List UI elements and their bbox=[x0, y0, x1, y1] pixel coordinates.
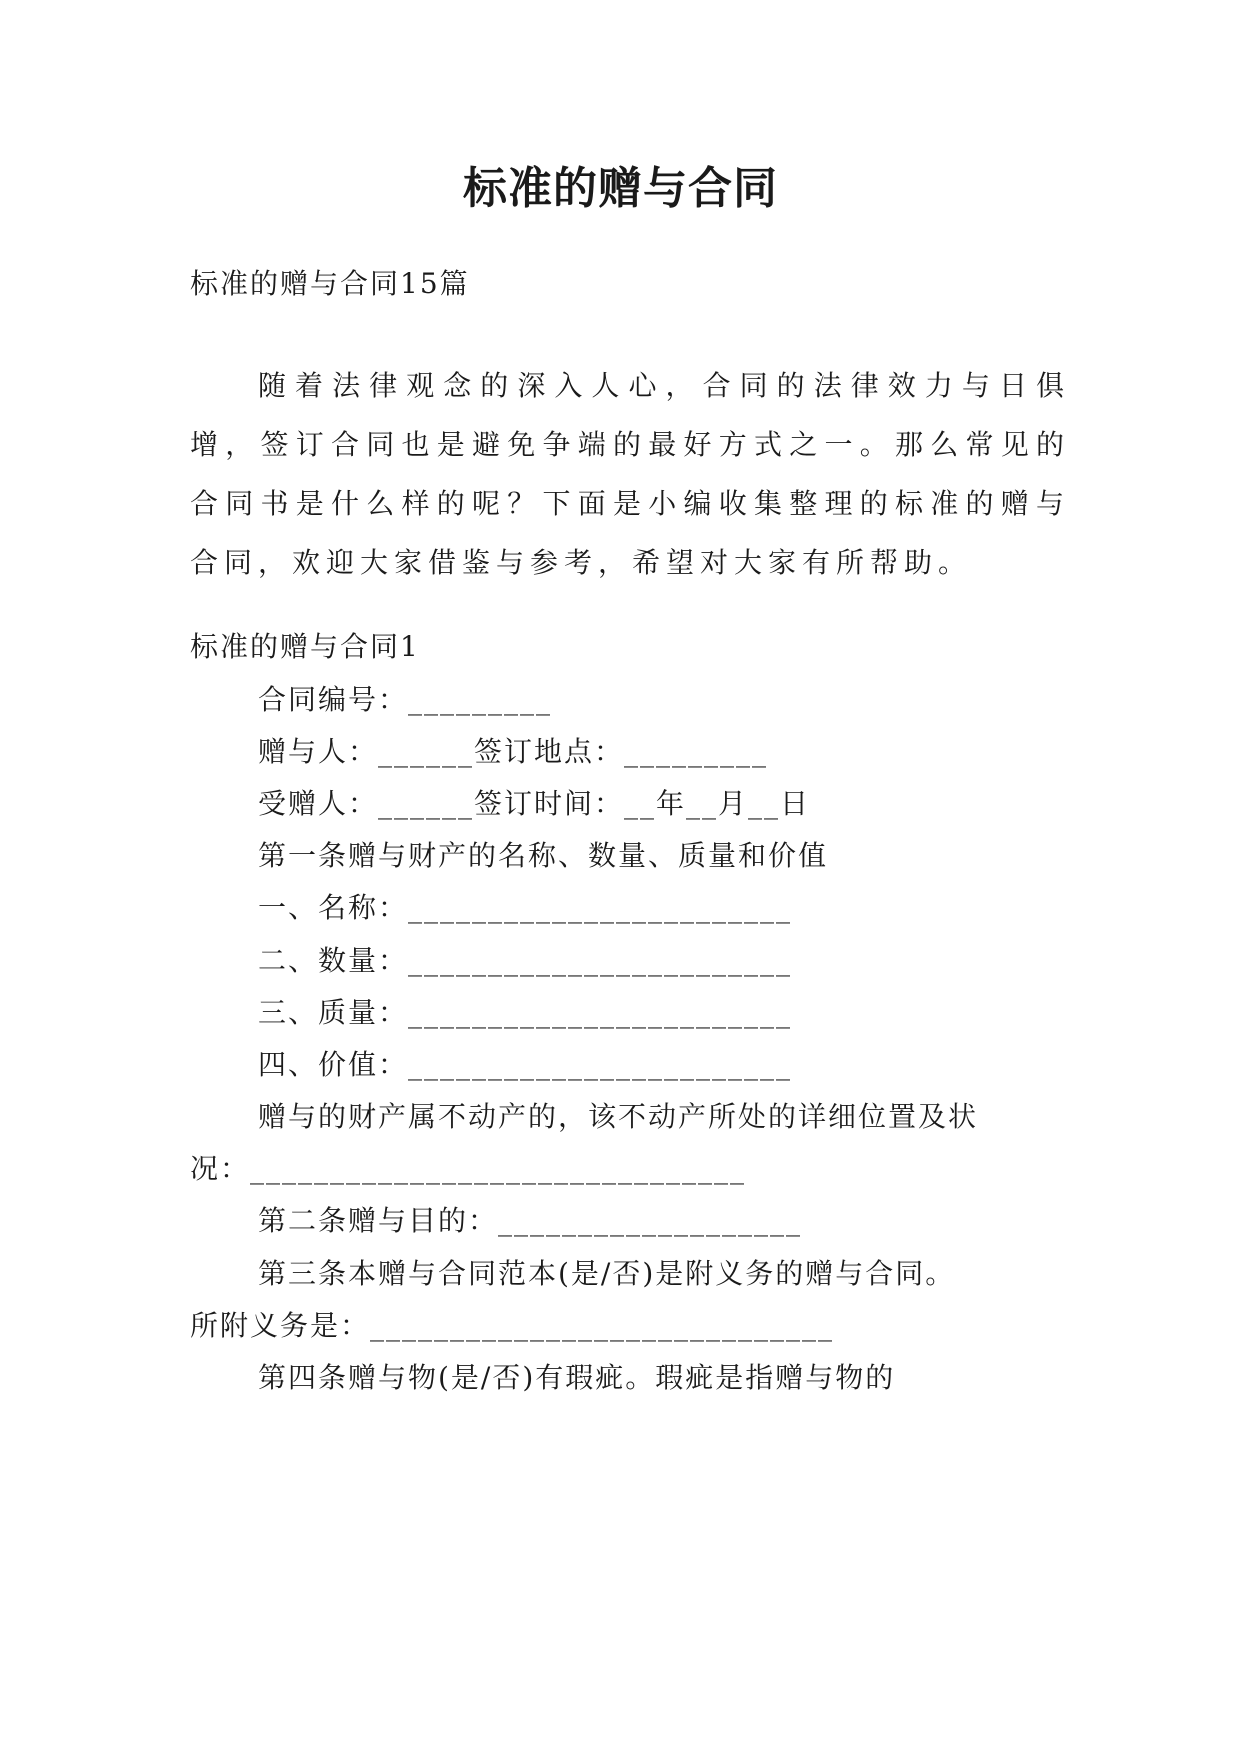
donee-line: 受赠人：______签订时间：__年__月__日 bbox=[258, 787, 811, 820]
article-2-line: 第二条赠与目的：___________________ bbox=[258, 1204, 803, 1237]
donor-line: 赠与人：______签订地点：_________ bbox=[258, 735, 769, 768]
document-subtitle: 标准的赠与合同15篇 bbox=[190, 267, 470, 300]
article-3-line-1: 第三条本赠与合同范本(是/否)是附义务的赠与合同。 bbox=[258, 1257, 956, 1290]
intro-paragraph: 随着法律观念的深入人心，合同的法律效力与日俱增，签订合同也是避免争端的最好方式之一。那么常见的合同书是什么样的呢？下面是小编收集整理的标准的赠与合同，欢迎大家借鉴与参考，希望对大家有所帮助。 bbox=[190, 369, 1070, 579]
property-value-line: 四、价值：________________________ bbox=[258, 1048, 793, 1081]
article-1-heading: 第一条赠与财产的名称、数量、质量和价值 bbox=[258, 839, 829, 872]
document-title: 标准的赠与合同 bbox=[463, 163, 778, 214]
article-4-line: 第四条赠与物(是/否)有瑕疵。瑕疵是指赠与物的 bbox=[258, 1361, 896, 1394]
property-name-line: 一、名称：________________________ bbox=[258, 891, 793, 924]
article-3-line-2: 所附义务是：_____________________________ bbox=[190, 1309, 835, 1342]
real-estate-line-2: 况：_______________________________ bbox=[190, 1152, 747, 1185]
real-estate-line-1: 赠与的财产属不动产的，该不动产所处的详细位置及状 bbox=[258, 1100, 979, 1133]
section-heading: 标准的赠与合同1 bbox=[190, 630, 420, 663]
contract-number-line: 合同编号：_________ bbox=[258, 683, 553, 716]
property-quantity-line: 二、数量：________________________ bbox=[258, 944, 793, 977]
property-quality-line: 三、质量：________________________ bbox=[258, 996, 793, 1029]
